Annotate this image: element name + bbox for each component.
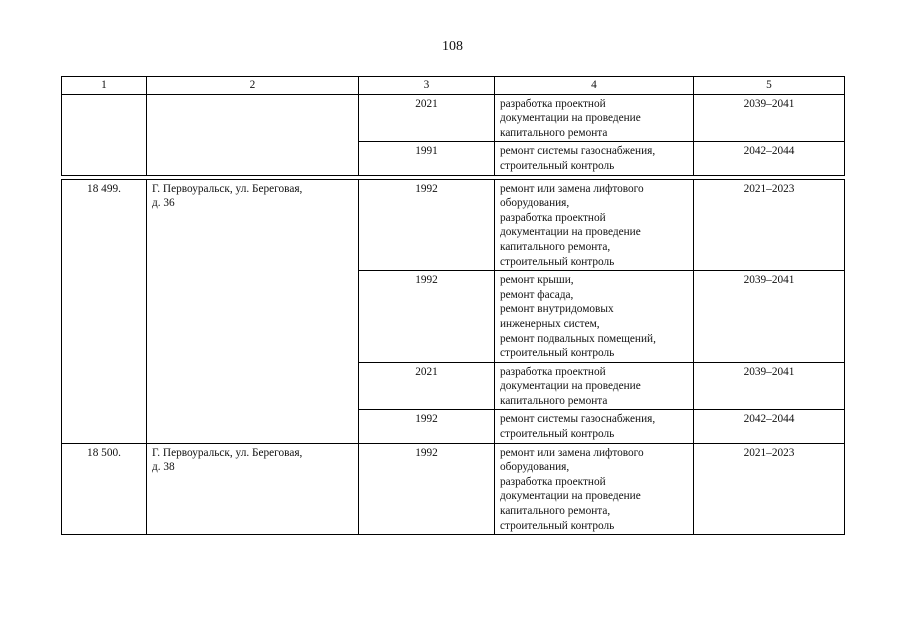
period-cell: 2039–2041	[694, 362, 845, 410]
column-header-2: 2	[147, 77, 359, 95]
number-cell	[62, 94, 147, 175]
period-cell: 2042–2044	[694, 142, 845, 175]
entry-number: 18 500.	[62, 443, 147, 535]
entry-address: Г. Первоуральск, ул. Береговая, д. 36	[147, 179, 359, 443]
period-cell: 2021–2023	[694, 443, 845, 535]
period-cell: 2042–2044	[694, 410, 845, 443]
period-cell: 2039–2041	[694, 94, 845, 142]
column-header-5: 5	[694, 77, 845, 95]
table-row	[62, 179, 845, 271]
work-cell: ремонт системы газоснабжения, строительный контроль	[495, 142, 694, 175]
work-cell: ремонт или замена лифтового оборудования, разработка проектной документации на проведение капитального ремонта, строительный контроль	[495, 443, 694, 535]
address-cell	[147, 94, 359, 175]
document-table	[61, 76, 845, 535]
column-header-3: 3	[359, 77, 495, 95]
work-cell: ремонт крыши, ремонт фасада, ремонт внутридомовых инженерных систем, ремонт подвальных помещений, строительный контроль	[495, 271, 694, 363]
table-row	[62, 443, 845, 535]
entry-address: Г. Первоуральск, ул. Береговая, д. 38	[147, 443, 359, 535]
work-cell: разработка проектной документации на проведение капитального ремонта	[495, 362, 694, 410]
year-cell: 1992	[359, 410, 495, 443]
page-number: 108	[442, 39, 463, 54]
document-table-wrapper	[61, 76, 844, 535]
year-cell: 2021	[359, 94, 495, 142]
period-cell: 2039–2041	[694, 271, 845, 363]
year-cell: 1992	[359, 443, 495, 535]
entry-number: 18 499.	[62, 179, 147, 443]
column-header-4: 4	[495, 77, 694, 95]
work-cell: ремонт или замена лифтового оборудования, разработка проектной документации на проведение капитального ремонта, строительный контроль	[495, 179, 694, 271]
table-header-row	[62, 77, 845, 95]
column-header-1: 1	[62, 77, 147, 95]
year-cell: 1991	[359, 142, 495, 175]
work-cell: ремонт системы газоснабжения, строительный контроль	[495, 410, 694, 443]
year-cell: 1992	[359, 179, 495, 271]
period-cell: 2021–2023	[694, 179, 845, 271]
year-cell: 2021	[359, 362, 495, 410]
table-row	[62, 94, 845, 142]
work-cell: разработка проектной документации на проведение капитального ремонта	[495, 94, 694, 142]
year-cell: 1992	[359, 271, 495, 363]
